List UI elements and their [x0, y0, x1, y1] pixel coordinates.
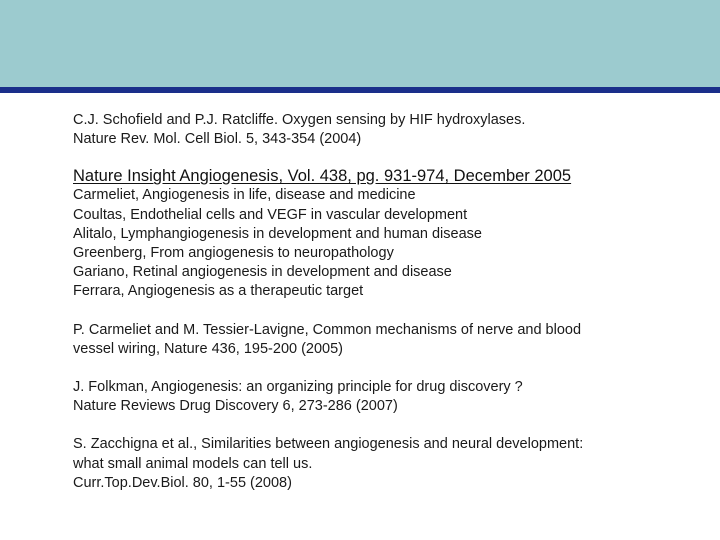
insight-item: Alitalo, Lymphangiogenesis in development and human disease	[73, 225, 482, 242]
reference-line: Curr.Top.Dev.Biol. 80, 1-55 (2008)	[73, 474, 292, 491]
reference-line: Nature Reviews Drug Discovery 6, 273-286 (2007)	[73, 398, 398, 415]
reference-schofield	[73, 111, 693, 149]
insight-item: Greenberg, From angiogenesis to neuropathology	[73, 245, 394, 262]
reference-line: what small animal models can tell us.	[73, 455, 313, 472]
nature-insight-heading: Nature Insight Angiogenesis, Vol. 438, pg. 931-974, December 2005	[73, 167, 572, 186]
reference-carmeliet	[73, 321, 693, 359]
reference-nature-insight	[73, 167, 693, 301]
reference-zacchigna	[73, 435, 693, 493]
reference-folkman	[73, 378, 693, 416]
insight-item: Ferrara, Angiogenesis as a therapeutic target	[73, 283, 364, 300]
reference-list	[73, 111, 693, 493]
reference-line: P. Carmeliet and M. Tessier-Lavigne, Common mechanisms of nerve and blood	[73, 321, 582, 338]
header-rule	[0, 87, 720, 93]
header-band	[0, 0, 720, 87]
reference-line: C.J. Schofield and P.J. Ratcliffe. Oxygen sensing by HIF hydroxylases.	[73, 112, 526, 128]
reference-line: J. Folkman, Angiogenesis: an organizing principle for drug discovery ?	[73, 379, 523, 396]
reference-line: S. Zacchigna et al., Similarities between angiogenesis and neural development:	[73, 436, 584, 453]
reference-line: Nature Rev. Mol. Cell Biol. 5, 343-354 (2004)	[73, 131, 362, 148]
insight-item: Carmeliet, Angiogenesis in life, disease and medicine	[73, 187, 416, 204]
insight-item: Coultas, Endothelial cells and VEGF in vascular development	[73, 206, 468, 223]
reference-line: vessel wiring, Nature 436, 195-200 (2005)	[73, 340, 344, 357]
insight-item: Gariano, Retinal angiogenesis in development and disease	[73, 264, 452, 281]
